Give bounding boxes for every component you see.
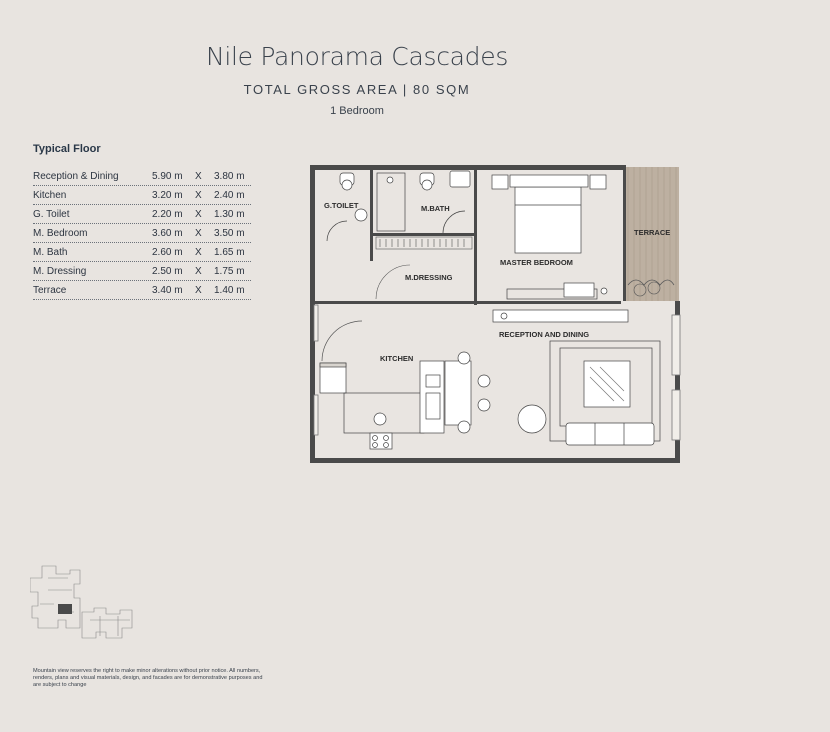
label-reception: RECEPTION AND DINING: [499, 330, 590, 339]
label-terrace: TERRACE: [634, 228, 671, 237]
label-kitchen: KITCHEN: [380, 354, 414, 363]
label-g-toilet: G.TOILET: [324, 201, 359, 210]
room-width: 1.30 m: [214, 209, 245, 220]
room-name: Kitchen: [33, 190, 67, 201]
room-length: 2.20 m: [152, 209, 183, 220]
room-length: 2.60 m: [152, 247, 183, 258]
room-separator: X: [195, 228, 202, 239]
room-separator: X: [195, 285, 202, 296]
room-length: 5.90 m: [152, 171, 183, 182]
room-row: [33, 225, 251, 243]
room-width: 3.50 m: [214, 228, 245, 239]
project-title: Nile Panorama Cascades: [205, 42, 509, 71]
room-row: [33, 168, 251, 186]
label-m-dressing: M.DRESSING: [405, 273, 453, 282]
room-row: [33, 282, 251, 300]
room-length: 3.40 m: [152, 285, 183, 296]
bedroom-count: 1 Bedroom: [330, 105, 384, 117]
room-row: [33, 206, 251, 224]
room-row: [33, 244, 251, 262]
room-length: 2.50 m: [152, 266, 183, 277]
legal-disclaimer: Mountain view reserves the right to make minor alterations without prior notice. All numbers, renders, plans and visual materials, design, and facades are for demonstrative purposes and are subject to change: [33, 668, 263, 688]
room-width: 2.40 m: [214, 190, 245, 201]
room-separator: X: [195, 247, 202, 258]
room-name: Reception & Dining: [33, 171, 119, 182]
room-name: M. Bedroom: [33, 228, 88, 239]
unit-highlight: [58, 604, 72, 614]
room-length: 3.60 m: [152, 228, 183, 239]
room-width: 1.65 m: [214, 247, 245, 258]
room-separator: X: [195, 266, 202, 277]
room-width: 1.75 m: [214, 266, 245, 277]
room-separator: X: [195, 190, 202, 201]
floor-plan: [310, 165, 682, 467]
room-name: G. Toilet: [33, 209, 70, 220]
room-width: 1.40 m: [214, 285, 245, 296]
building-key-plan: [30, 560, 140, 642]
label-master-bedroom: MASTER BEDROOM: [500, 258, 573, 267]
room-length: 3.20 m: [152, 190, 183, 201]
room-row: [33, 187, 251, 205]
room-dimensions-table: [33, 168, 251, 301]
room-name: Terrace: [33, 285, 67, 296]
room-row: [33, 263, 251, 281]
label-m-bath: M.BATH: [421, 204, 450, 213]
typical-floor-heading: Typical Floor: [33, 143, 101, 155]
total-area: TOTAL GROSS AREA | 80 SQM: [243, 82, 471, 97]
room-name: M. Bath: [33, 247, 68, 258]
room-separator: X: [195, 171, 202, 182]
room-separator: X: [195, 209, 202, 220]
room-name: M. Dressing: [33, 266, 87, 277]
room-width: 3.80 m: [214, 171, 245, 182]
